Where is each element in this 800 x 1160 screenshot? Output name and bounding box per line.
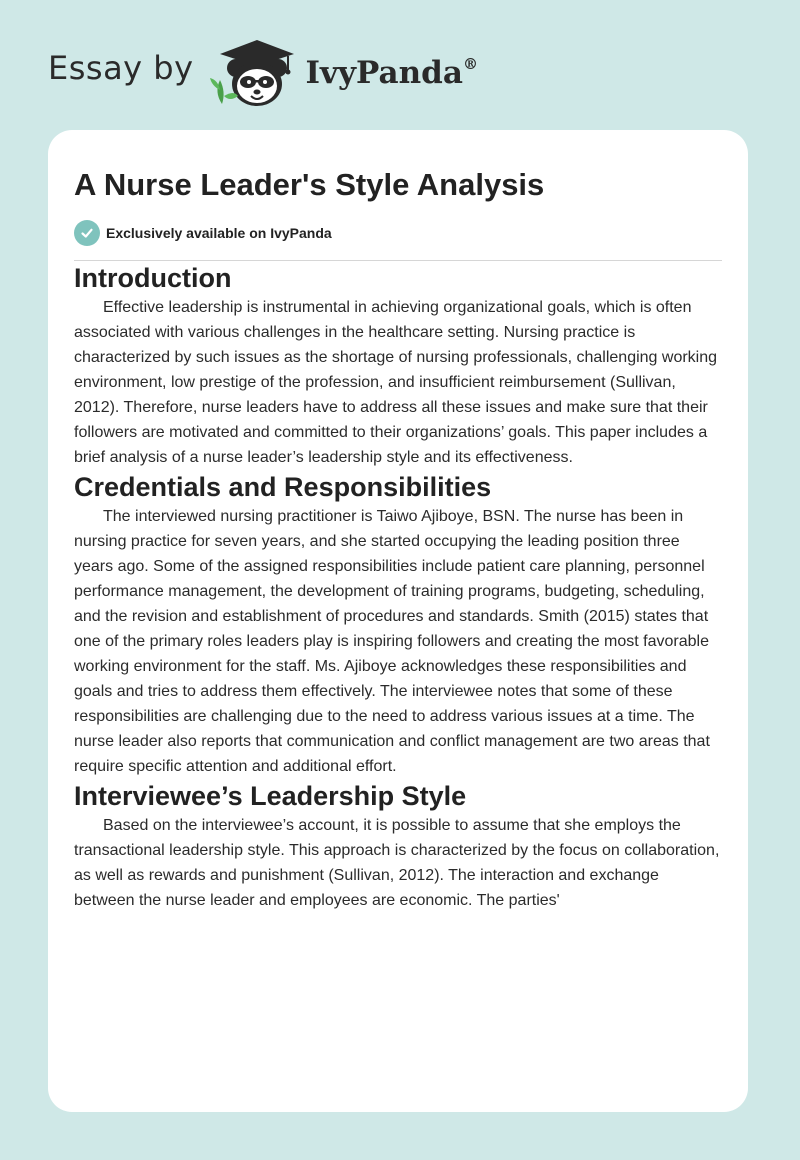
exclusive-badge [74, 220, 722, 246]
section-credentials [74, 470, 722, 779]
section-leadership-style [74, 779, 722, 913]
essay-card [48, 130, 748, 1112]
registered-mark: ® [462, 55, 478, 73]
brand-header [48, 34, 478, 110]
section-heading: Credentials and Responsibilities [74, 472, 492, 502]
brand-prefix: Essay by [48, 49, 194, 87]
panda-logo-icon [208, 34, 304, 110]
brand-name-text: IvyPanda [305, 55, 463, 91]
section-paragraph: The interviewed nursing practitioner is Taiwo Ajiboye, BSN. The nurse has been in nursing practice for seven years, and she started occupying the leading position three years ago. Some of the assigned responsibilities include patient care planning, personnel performance management, the development of training programs, budgeting, scheduling, and the revision and establishment of procedures and standards. Smith (2015) states that one of the primary roles leaders play is inspiring followers and creating the most favorable working environment for the staff. Ms. Ajiboye acknowledges these responsibilities and goals and tries to address them effectively. The interviewee notes that some of these responsibilities are challenging due to the need to address various issues at a time. The nurse leader also reports that communication and conflict management are two areas that require specific attention and additional effort. [74, 508, 710, 775]
document-title: A Nurse Leader's Style Analysis [74, 167, 545, 202]
section-introduction [74, 261, 722, 470]
check-icon [74, 220, 100, 246]
section-heading: Introduction [74, 263, 232, 293]
section-heading: Interviewee’s Leadership Style [74, 781, 467, 811]
section-paragraph: Effective leadership is instrumental in achieving organizational goals, which is often associated with various challenges in the healthcare setting. Nursing practice is characterized by such issues as the shortage of nursing professionals, challenging working environment, low prestige of the profession, and insufficient reimbursement (Sullivan, 2012). Therefore, nurse leaders have to address all these issues and make sure that their followers are motivated and committed to their organizations’ goals. This paper includes a brief analysis of a nurse leader’s leadership style and its effectiveness. [74, 299, 718, 466]
section-paragraph: Based on the interviewee’s account, it is possible to assume that she employs the transactional leadership style. This approach is characterized by the focus on collaboration, as well as rewards and punishment (Sullivan, 2012). The interaction and exchange between the nurse leader and employees are economic. The parties' [74, 817, 720, 909]
brand-name [306, 55, 478, 91]
badge-text: Exclusively available on IvyPanda [106, 225, 332, 241]
